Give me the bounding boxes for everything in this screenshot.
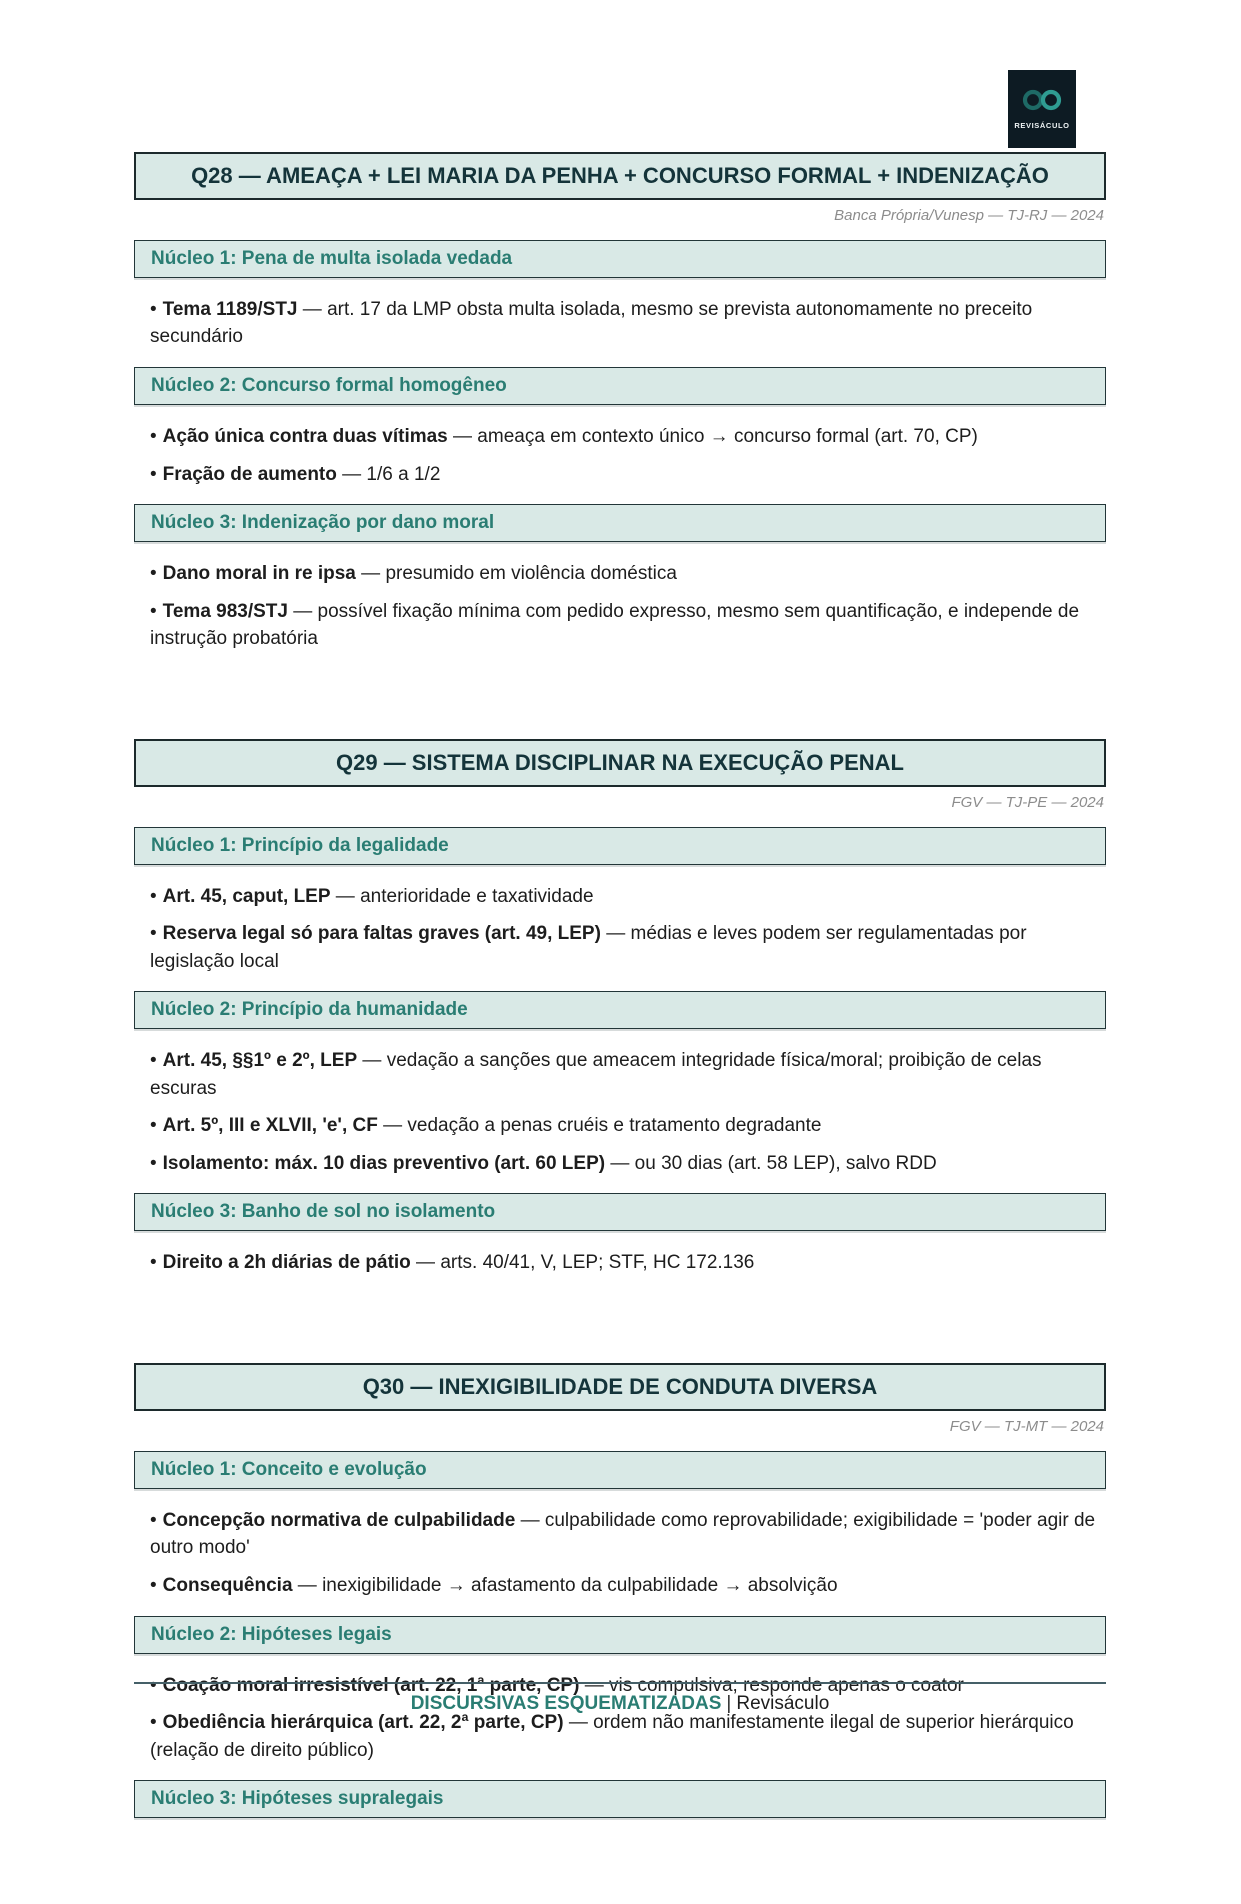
bullet-icon: • [150, 298, 157, 320]
list-item [150, 1150, 1102, 1178]
bullet-lead: Tema 983/STJ [162, 600, 288, 622]
bullet-lead: Coação moral irresistível (art. 22, 1ª parte, CP) [162, 1674, 580, 1696]
bullet-lead: Obediência hierárquica (art. 22, 2ª parte, CP) [162, 1712, 564, 1734]
bullet-list [134, 284, 1106, 351]
logo-row [134, 70, 1106, 148]
bullet-text: — culpabilidade como reprovabilidade; exigibilidade = 'poder agir de outro modo' [150, 1509, 1096, 1559]
section-heading-text: Núcleo 1: Pena de multa isolada vedada [151, 247, 513, 269]
section-heading [134, 1780, 1106, 1818]
bullet-lead: Ação única contra duas vítimas [162, 426, 448, 447]
bullet-lead: Concepção normativa de culpabilidade [162, 1509, 516, 1531]
bullet-text: — inexigibilidade → afastamento da culpabilidade → absolvição [292, 1575, 838, 1597]
bullet-list [134, 1237, 1106, 1277]
section-heading-text: Núcleo 1: Conceito e evolução [151, 1458, 427, 1480]
infinity-icon [1020, 89, 1064, 116]
list-item [150, 560, 1102, 588]
section-heading [134, 1616, 1106, 1654]
bullet-text: — presumido em violência doméstica [355, 563, 677, 585]
list-item [150, 1112, 1102, 1140]
bullet-text: — arts. 40/41, V, LEP; STF, HC 172.136 [410, 1252, 755, 1274]
question-title-text: Q29 — SISTEMA DISCIPLINAR NA EXECUÇÃO PENAL [336, 749, 904, 775]
footer-brand: Revisáculo [736, 1693, 830, 1714]
list-item [150, 598, 1102, 653]
bullet-icon: • [150, 1252, 157, 1274]
bullet-text: — art. 17 da LMP obsta multa isolada, mesmo se prevista autonomamente no preceito secundário [150, 298, 1033, 348]
section-heading [134, 827, 1106, 865]
bullet-lead: Isolamento: máx. 10 dias preventivo (art. 60 LEP) [162, 1152, 606, 1174]
page-footer [134, 1682, 1106, 1715]
bullet-icon: • [150, 885, 157, 907]
question-title-text: Q30 — INEXIGIBILIDADE DE CONDUTA DIVERSA [362, 1374, 878, 1400]
list-item [150, 1249, 1102, 1277]
bullet-lead: Consequência [162, 1575, 293, 1597]
section-heading [134, 504, 1106, 542]
question-source: FGV — TJ-PE — 2024 [951, 793, 1104, 811]
question-title-text: Q28 — AMEAÇA + LEI MARIA DA PENHA + CONCURSO FORMAL + INDENIZAÇÃO [191, 163, 1049, 188]
list-item [150, 1507, 1102, 1562]
bullet-icon: • [150, 1712, 157, 1734]
bullet-text: — ordem não manifestamente ilegal de superior hierárquico (relação de direito público) [150, 1712, 1074, 1761]
question-block-q29 [134, 739, 1106, 1277]
bullet-lead: Direito a 2h diárias de pátio [162, 1252, 411, 1274]
section-heading-text: Núcleo 2: Hipóteses legais [151, 1623, 392, 1645]
bullet-lead: Dano moral in re ipsa [162, 563, 356, 585]
list-item [150, 423, 1102, 451]
section-heading-text: Núcleo 2: Princípio da humanidade [151, 999, 468, 1021]
bullet-text: — vedação a sanções que ameacem integridade física/moral; proibição de celas escuras [150, 1050, 1042, 1099]
footer-series-title: DISCURSIVAS ESQUEMATIZADAS [410, 1693, 722, 1714]
list-item [150, 1709, 1102, 1764]
bullet-icon: • [150, 923, 157, 945]
question-source: Banca Própria/Vunesp — TJ-RJ — 2024 [834, 206, 1104, 224]
list-item [150, 920, 1102, 975]
question-block-q30 [134, 1363, 1106, 1818]
bullet-text: — médias e leves podem ser regulamentadas por legislação local [150, 923, 1027, 972]
list-item [150, 461, 1102, 489]
question-title [134, 739, 1106, 787]
bullet-icon: • [150, 1509, 157, 1531]
bullet-icon: • [150, 563, 157, 585]
bullet-icon: • [150, 1152, 157, 1174]
section-heading-text: Núcleo 3: Indenização por dano moral [151, 512, 495, 534]
footer-separator: | [726, 1693, 732, 1714]
section-heading [134, 1193, 1106, 1231]
bullet-text: — possível fixação mínima com pedido expresso, mesmo sem quantificação, e independe de instrução probatória [150, 600, 1080, 650]
question-title [134, 152, 1106, 200]
bullet-lead: Reserva legal só para faltas graves (art. 49, LEP) [162, 923, 601, 945]
bullet-icon: • [150, 1115, 157, 1137]
bullet-list [134, 548, 1106, 653]
bullet-list [134, 411, 1106, 488]
bullet-icon: • [150, 1050, 157, 1072]
bullet-icon: • [150, 426, 157, 447]
bullet-text: — 1/6 a 1/2 [336, 463, 441, 485]
bullet-icon: • [150, 1674, 157, 1696]
bullet-icon: • [150, 1575, 157, 1597]
question-title [134, 1363, 1106, 1411]
bullet-lead: Fração de aumento [162, 463, 337, 485]
list-item [150, 883, 1102, 911]
bullet-text: — vedação a penas cruéis e tratamento degradante [377, 1115, 822, 1137]
section-heading-text: Núcleo 3: Hipóteses supralegais [151, 1788, 444, 1810]
list-item [150, 1047, 1102, 1102]
bullet-icon: • [150, 463, 157, 485]
section-heading-text: Núcleo 1: Princípio da legalidade [151, 834, 449, 856]
bullet-text: — vis compulsiva; responde apenas o coator [579, 1674, 964, 1696]
bullet-lead: Art. 45, caput, LEP [162, 885, 331, 907]
question-source: FGV — TJ-MT — 2024 [949, 1417, 1104, 1435]
bullet-list [134, 1495, 1106, 1600]
bullet-list [134, 871, 1106, 976]
list-item [150, 1572, 1102, 1600]
bullet-text: — ou 30 dias (art. 58 LEP), salvo RDD [605, 1152, 937, 1174]
bullet-text: — ameaça em contexto único → concurso formal (art. 70, CP) [447, 426, 978, 447]
list-item [150, 296, 1102, 351]
bullet-lead: Tema 1189/STJ [162, 298, 298, 320]
bullet-text: — anterioridade e taxatividade [330, 885, 594, 907]
revisaculo-logo [1008, 70, 1076, 148]
logo-brand-text: REVISÁCULO [1014, 120, 1070, 130]
section-heading [134, 991, 1106, 1029]
section-heading [134, 1451, 1106, 1489]
bullet-lead: Art. 45, §§1º e 2º, LEP [162, 1050, 358, 1072]
bullet-list [134, 1035, 1106, 1177]
section-heading [134, 240, 1106, 278]
bullet-icon: • [150, 600, 157, 622]
question-block-q28 [134, 152, 1106, 653]
document-page [134, 70, 1106, 1904]
section-heading [134, 367, 1106, 405]
section-heading-text: Núcleo 2: Concurso formal homogêneo [151, 375, 507, 396]
section-heading-text: Núcleo 3: Banho de sol no isolamento [151, 1201, 496, 1223]
bullet-lead: Art. 5º, III e XLVII, 'e', CF [162, 1115, 378, 1137]
